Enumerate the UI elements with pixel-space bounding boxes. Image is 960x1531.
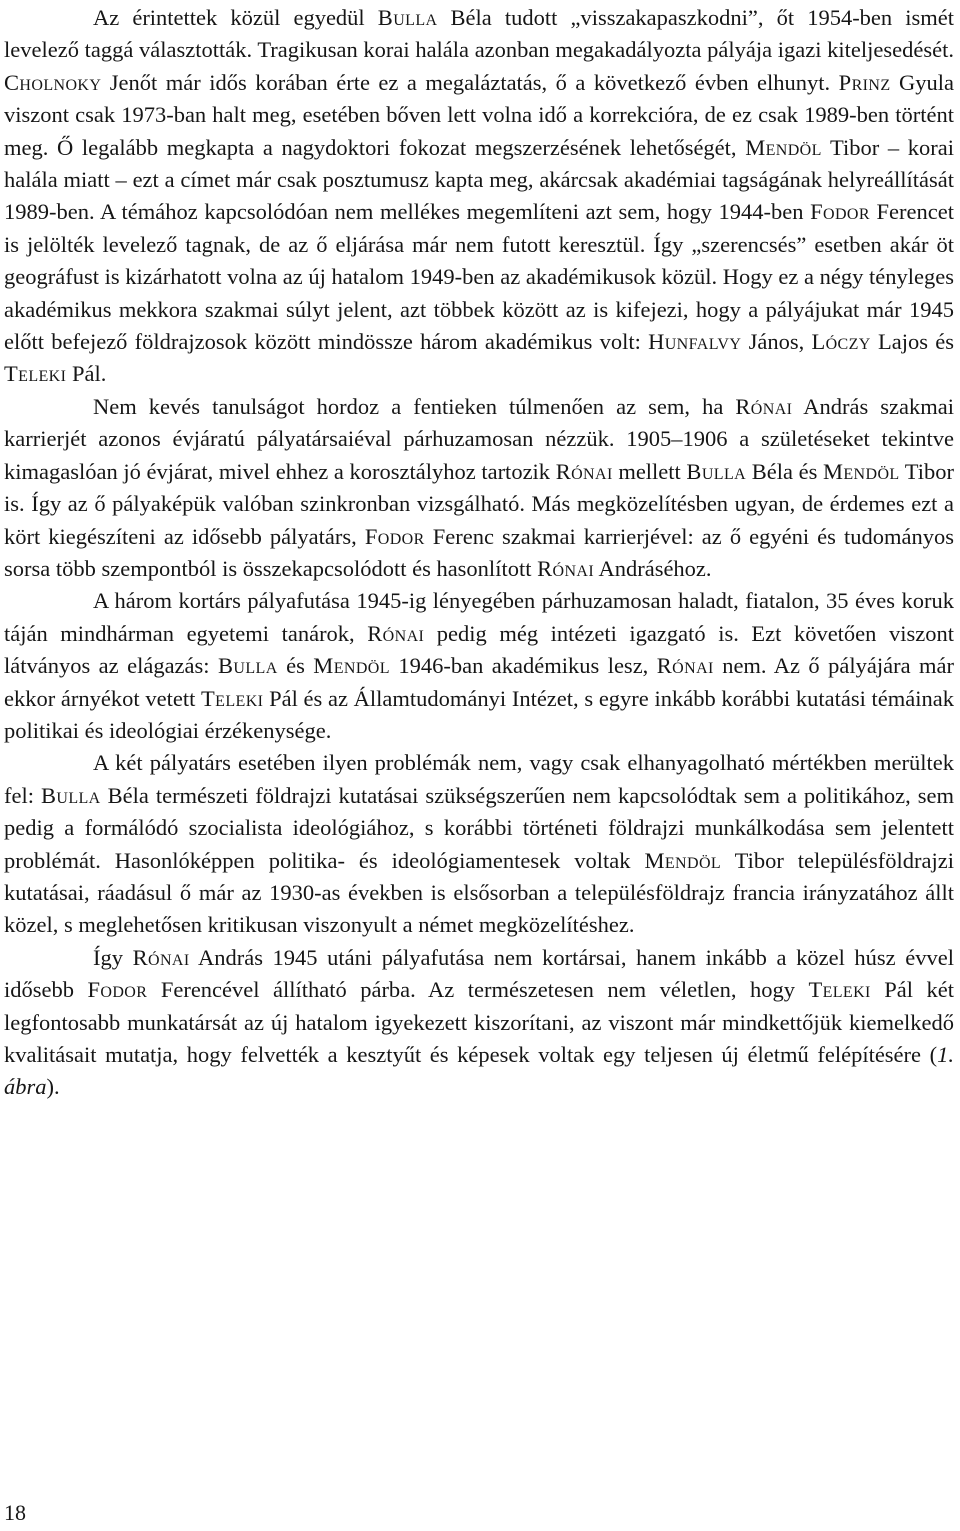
document-page xyxy=(4,0,954,1104)
person-name: Mendöl xyxy=(644,847,722,873)
person-name: Rónai xyxy=(656,653,714,679)
person-name: Mendöl xyxy=(745,134,822,160)
person-name: Mendöl xyxy=(822,458,900,484)
paragraph xyxy=(4,747,954,941)
text-run: Jenőt már idős korában érte ez a megaláztatás, ő a következő évben elhunyt. xyxy=(101,69,839,95)
page-number: 18 xyxy=(4,1500,26,1525)
text-run: András szakmai karrierjét azonos évjáratú pályatársaiéval párhuzamosan nézzük. 1905–1906 a születéseket tekintve kimagaslóan jó évjárat, mivel ehhez a korosztályhoz tartozik xyxy=(4,393,954,484)
person-name: Rónai xyxy=(132,944,190,970)
paragraph xyxy=(4,0,954,391)
paragraph xyxy=(4,585,954,747)
text-run: Pál. xyxy=(66,361,107,387)
text-run: Gyula viszont csak 1973-ban halt meg, esetében bőven lett volna idő a korrekcióra, de ez csak 1989-ben történt meg. Ő legalább megkapta a nagydoktori fokozat megszerzésének lehetőségét, xyxy=(4,69,954,160)
text-run: Tibor – korai halála miatt – ezt a címet már csak posztumusz kapta meg, akárcsak akadémiai tagságának helyreállítását 1989-ben. A témához kapcsolódóan nem mellékes megemlíteni azt sem, hogy 1944-ben xyxy=(4,134,954,225)
person-name: Fodor xyxy=(87,977,148,1003)
text-run: Így xyxy=(93,944,133,970)
text-run: Andráséhoz. xyxy=(594,555,712,581)
person-name: Cholnoky xyxy=(4,69,102,95)
person-name: Teleki xyxy=(4,361,67,387)
person-name: Rónai xyxy=(735,393,793,419)
text-run: Tibor településföldrajzi kutatásai, ráadásul ő már az 1930-as években is elsősorban a településföldrajz francia irányzatához állt közel, s meglehetősen kritikusan viszonyult a német megközelítéshez. xyxy=(4,847,954,938)
person-name: Rónai xyxy=(367,620,425,646)
text-run: mellett xyxy=(612,458,687,484)
person-name: Hunfalvy xyxy=(648,329,742,355)
text-run: nem. Az ő pályájára már ekkor árnyékot vetett xyxy=(4,653,954,711)
text-run: Béla tudott „visszakapaszkodni”, őt 1954-ben ismét levelező taggá választották. Tragikusan korai halála azonban megakadályozta pályája igazi kiteljesedését. xyxy=(4,5,955,63)
text-run: Nem kevés tanulságot hordoz a fentieken túlmenően az sem, ha xyxy=(93,393,736,419)
person-name: Prinz xyxy=(838,69,891,95)
paragraph xyxy=(4,391,954,585)
text-run: Tibor is. Így az ő pályaképük valóban szinkronban vizsgálható. Más megközelítésben ugyan, de érdemes ezt a kört kiegészíteni az idősebb pályatárs, xyxy=(4,458,954,549)
person-name: Rónai xyxy=(537,555,595,581)
person-name: Teleki xyxy=(808,977,871,1003)
text-run: ). xyxy=(46,1074,60,1100)
text-run: Ferencet is jelölték levelező tagnak, de az ő eljárása már nem futott keresztül. Így „szerencsés” esetben akár öt geográfust is kizárhatott volna az új hatalom 1949-ben az akadémikusok közül. Hogy ez a négy tényleges akadémikus mekkora szakmai súlyt jelent, azt többek között az is kifejezi, hogy a pályájukat már 1945 előtt befejező földrajzosok között mindössze három akadémikus volt: xyxy=(4,199,954,355)
text-run: Lajos és xyxy=(870,329,954,355)
person-name: Bulla xyxy=(217,653,278,679)
text-run: Ferencével állítható párba. Az természetesen nem véletlen, hogy xyxy=(147,977,809,1003)
person-name: Rónai xyxy=(555,458,613,484)
text-run: András 1945 utáni pályafutása nem kortársai, hanem inkább a közel húsz évvel idősebb xyxy=(4,944,954,1003)
person-name: Fodor xyxy=(364,523,425,549)
paragraph xyxy=(4,942,954,1104)
person-name: Bulla xyxy=(377,5,438,30)
text-run: Béla természeti földrajzi kutatásai szükségszerűen nem kapcsolódtak sem a politikához, sem pedig a formálódó szocialista ideológiához, s korábbi történeti földrajzi munkálkodása sem jelentett problémát. Hasonlóképpen politika- és ideológiamentesek voltak xyxy=(4,782,955,873)
person-name: Teleki xyxy=(201,685,264,711)
text-run: és xyxy=(277,653,314,679)
text-run: Pál két legfontosabb munkatársát az új hatalom igyekezett kiszorítani, az viszont már mindkettőjük kiemelkedő kvalitásait mutatja, hogy felvették a kesztyűt és képesek voltak egy teljesen új életmű felépítésére ( xyxy=(4,977,954,1067)
person-name: Lóczy xyxy=(811,329,871,355)
text-run: János, xyxy=(741,329,812,355)
text-run: pedig még intézeti igazgató is. Ezt követően viszont látványos az elágazás: xyxy=(4,620,954,679)
person-name: Mendöl xyxy=(313,653,390,679)
text-run: 1946-ban akadémikus lesz, xyxy=(389,653,657,679)
text-run: A három kortárs pályafutása 1945-ig lényegében párhuzamosan haladt, fiatalon, 35 éves koruk táján mindhárman egyetemi tanárok, xyxy=(4,588,954,646)
person-name: Bulla xyxy=(686,458,747,484)
text-run: Béla és xyxy=(746,458,823,484)
text-run: Pál és az Államtudományi Intézet, s egyre inkább korábbi kutatási témáinak politikai és ideológiai érzékenysége. xyxy=(4,685,954,743)
figure-reference: 1. ábra xyxy=(4,1042,954,1100)
person-name: Bulla xyxy=(40,782,101,808)
text-run: Az érintettek közül egyedül xyxy=(93,5,378,30)
text-run: Ferenc szakmai karrierjével: az ő egyéni és tudományos sorsa több szempontból is összekapcsolódott és hasonlított xyxy=(4,523,954,581)
text-run: A két pályatárs esetében ilyen problémák nem, vagy csak elhanyagolható mértékben merültek fel: xyxy=(4,750,954,808)
person-name: Fodor xyxy=(810,199,870,225)
